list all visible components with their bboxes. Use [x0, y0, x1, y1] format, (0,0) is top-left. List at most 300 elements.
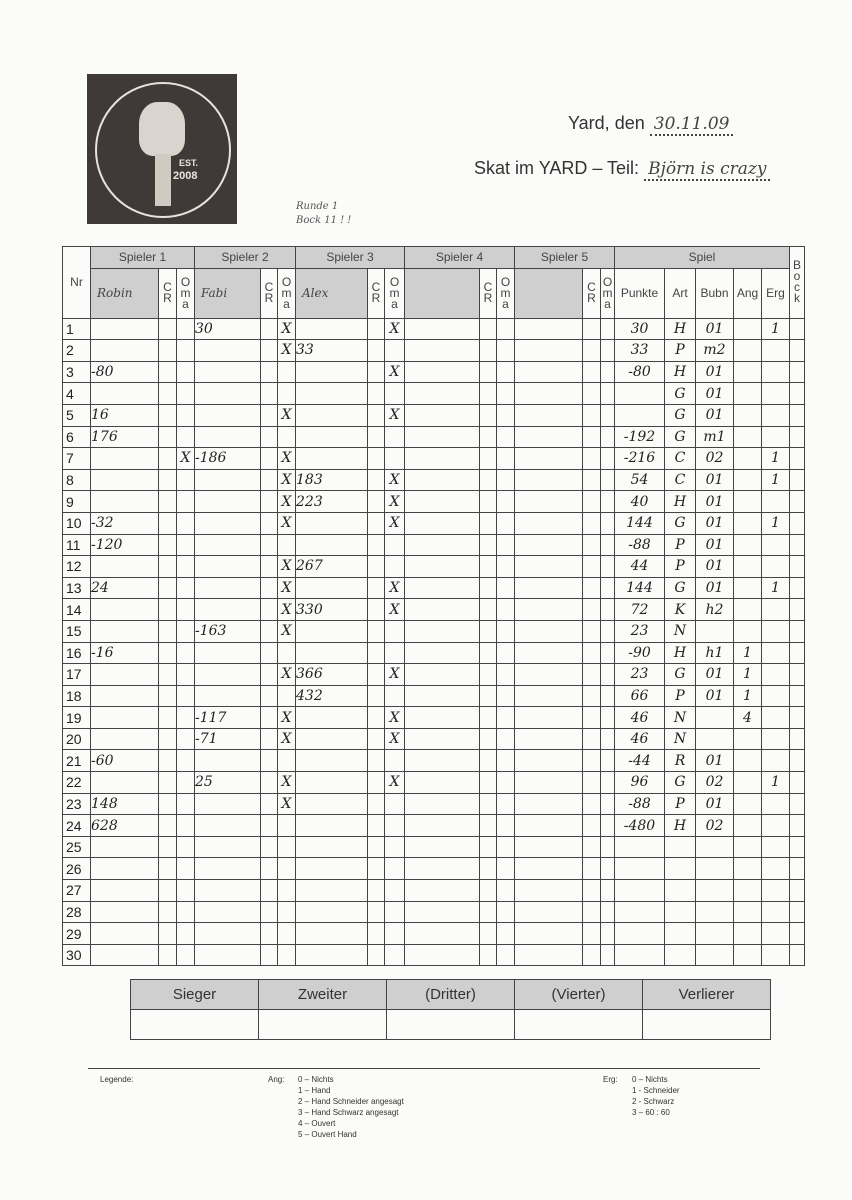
player5-oma[interactable]	[601, 707, 615, 729]
player1-oma[interactable]	[177, 577, 195, 599]
game-art[interactable]: G	[665, 772, 696, 794]
player1-oma[interactable]	[177, 750, 195, 772]
player2-score[interactable]	[195, 512, 261, 534]
player1-cr[interactable]	[159, 383, 177, 405]
player4-score[interactable]	[405, 577, 480, 599]
player3-score[interactable]	[296, 836, 368, 858]
player2-cr[interactable]	[261, 383, 278, 405]
player5-score[interactable]	[515, 707, 583, 729]
player2-score[interactable]	[195, 793, 261, 815]
bock-cell[interactable]	[790, 534, 805, 556]
player2-score[interactable]: -117	[195, 707, 261, 729]
player3-cr[interactable]	[368, 448, 385, 470]
player3-oma[interactable]	[385, 556, 405, 578]
game-ang[interactable]	[734, 469, 762, 491]
player5-oma[interactable]	[601, 793, 615, 815]
player1-oma[interactable]	[177, 923, 195, 945]
bock-cell[interactable]	[790, 728, 805, 750]
player2-cr[interactable]	[261, 901, 278, 923]
player4-cr[interactable]	[480, 793, 497, 815]
player4-oma[interactable]	[497, 858, 515, 880]
player1-oma[interactable]	[177, 815, 195, 837]
game-pts[interactable]	[615, 383, 665, 405]
player2-score[interactable]	[195, 642, 261, 664]
player2-score[interactable]	[195, 599, 261, 621]
player3-oma[interactable]	[385, 880, 405, 902]
player5-score[interactable]	[515, 340, 583, 362]
player5-oma[interactable]	[601, 577, 615, 599]
player3-oma[interactable]	[385, 815, 405, 837]
player3-cr[interactable]	[368, 512, 385, 534]
player5-score[interactable]	[515, 318, 583, 340]
player4-cr[interactable]	[480, 880, 497, 902]
player5-cr[interactable]	[583, 858, 601, 880]
player3-score[interactable]	[296, 901, 368, 923]
player5-cr[interactable]	[583, 383, 601, 405]
player3-oma[interactable]: X	[385, 772, 405, 794]
player4-score[interactable]	[405, 901, 480, 923]
player1-cr[interactable]	[159, 901, 177, 923]
game-art[interactable]: N	[665, 728, 696, 750]
player1-score[interactable]: -16	[91, 642, 159, 664]
player2-oma[interactable]	[278, 836, 296, 858]
bock-cell[interactable]	[790, 707, 805, 729]
player3-cr[interactable]	[368, 685, 385, 707]
bock-cell[interactable]	[790, 577, 805, 599]
player5-cr[interactable]	[583, 772, 601, 794]
player2-score[interactable]	[195, 577, 261, 599]
player5-cr[interactable]	[583, 685, 601, 707]
game-erg[interactable]: 1	[762, 448, 790, 470]
game-art[interactable]: G	[665, 404, 696, 426]
player3-oma[interactable]	[385, 448, 405, 470]
player5-cr[interactable]	[583, 556, 601, 578]
player3-score[interactable]	[296, 707, 368, 729]
player4-cr[interactable]	[480, 923, 497, 945]
player4-score[interactable]	[405, 815, 480, 837]
player3-score[interactable]: 267	[296, 556, 368, 578]
player5-score[interactable]	[515, 750, 583, 772]
player1-score[interactable]	[91, 858, 159, 880]
player3-cr[interactable]	[368, 426, 385, 448]
player1-cr[interactable]	[159, 642, 177, 664]
bock-cell[interactable]	[790, 858, 805, 880]
player3-oma[interactable]: X	[385, 664, 405, 686]
game-bubn[interactable]	[696, 901, 734, 923]
player1-oma[interactable]: X	[177, 448, 195, 470]
player5-oma[interactable]	[601, 664, 615, 686]
player3-oma[interactable]: X	[385, 469, 405, 491]
game-ang[interactable]	[734, 340, 762, 362]
bock-cell[interactable]	[790, 448, 805, 470]
player3-oma[interactable]: X	[385, 707, 405, 729]
player4-oma[interactable]	[497, 642, 515, 664]
player3-oma[interactable]	[385, 340, 405, 362]
player1-oma[interactable]	[177, 620, 195, 642]
rank-fourth-value[interactable]	[515, 1010, 643, 1040]
player5-score[interactable]	[515, 685, 583, 707]
player2-oma[interactable]: X	[278, 620, 296, 642]
game-bubn[interactable]	[696, 944, 734, 966]
player2-cr[interactable]	[261, 728, 278, 750]
player3-oma[interactable]: X	[385, 599, 405, 621]
game-art[interactable]: G	[665, 426, 696, 448]
player5-score[interactable]	[515, 901, 583, 923]
player5-score[interactable]	[515, 836, 583, 858]
player5-cr[interactable]	[583, 728, 601, 750]
game-erg[interactable]	[762, 620, 790, 642]
player5-cr[interactable]	[583, 599, 601, 621]
player5-oma[interactable]	[601, 599, 615, 621]
player5-score[interactable]	[515, 404, 583, 426]
game-pts[interactable]: -44	[615, 750, 665, 772]
player2-cr[interactable]	[261, 556, 278, 578]
player5-cr[interactable]	[583, 512, 601, 534]
game-pts[interactable]	[615, 944, 665, 966]
player3-oma[interactable]	[385, 750, 405, 772]
player4-oma[interactable]	[497, 772, 515, 794]
game-ang[interactable]	[734, 944, 762, 966]
player4-cr[interactable]	[480, 772, 497, 794]
player2-cr[interactable]	[261, 793, 278, 815]
player3-oma[interactable]: X	[385, 318, 405, 340]
player2-score[interactable]	[195, 836, 261, 858]
player1-cr[interactable]	[159, 793, 177, 815]
player5-oma[interactable]	[601, 685, 615, 707]
bock-cell[interactable]	[790, 599, 805, 621]
player1-cr[interactable]	[159, 664, 177, 686]
player4-cr[interactable]	[480, 815, 497, 837]
player4-score[interactable]	[405, 491, 480, 513]
game-erg[interactable]	[762, 728, 790, 750]
player2-score[interactable]	[195, 534, 261, 556]
player4-oma[interactable]	[497, 620, 515, 642]
player3-score[interactable]: 33	[296, 340, 368, 362]
player5-oma[interactable]	[601, 944, 615, 966]
game-ang[interactable]	[734, 577, 762, 599]
player4-score[interactable]	[405, 534, 480, 556]
player4-cr[interactable]	[480, 664, 497, 686]
player2-score[interactable]	[195, 491, 261, 513]
game-bubn[interactable]	[696, 858, 734, 880]
player1-cr[interactable]	[159, 772, 177, 794]
rank-winner-value[interactable]	[131, 1010, 259, 1040]
player1-score[interactable]	[91, 707, 159, 729]
player1-oma[interactable]	[177, 383, 195, 405]
game-ang[interactable]	[734, 448, 762, 470]
player5-cr[interactable]	[583, 836, 601, 858]
player4-cr[interactable]	[480, 448, 497, 470]
player4-cr[interactable]	[480, 750, 497, 772]
player1-oma[interactable]	[177, 469, 195, 491]
player2-cr[interactable]	[261, 944, 278, 966]
game-erg[interactable]	[762, 685, 790, 707]
game-erg[interactable]	[762, 426, 790, 448]
player2-oma[interactable]	[278, 383, 296, 405]
player5-oma[interactable]	[601, 404, 615, 426]
rank-second-value[interactable]	[259, 1010, 387, 1040]
game-bubn[interactable]: 01	[696, 318, 734, 340]
bock-cell[interactable]	[790, 469, 805, 491]
player4-oma[interactable]	[497, 448, 515, 470]
player3-cr[interactable]	[368, 361, 385, 383]
game-pts[interactable]: 23	[615, 620, 665, 642]
game-pts[interactable]: 96	[615, 772, 665, 794]
bock-cell[interactable]	[790, 361, 805, 383]
game-bubn[interactable]: 01	[696, 577, 734, 599]
player3-score[interactable]	[296, 361, 368, 383]
player3-cr[interactable]	[368, 642, 385, 664]
game-erg[interactable]	[762, 534, 790, 556]
game-erg[interactable]	[762, 901, 790, 923]
player4-oma[interactable]	[497, 361, 515, 383]
player2-score[interactable]	[195, 361, 261, 383]
player2-score[interactable]	[195, 750, 261, 772]
player3-score[interactable]	[296, 318, 368, 340]
game-bubn[interactable]: 01	[696, 534, 734, 556]
player1-cr[interactable]	[159, 923, 177, 945]
game-art[interactable]: G	[665, 512, 696, 534]
player1-cr[interactable]	[159, 944, 177, 966]
player2-oma[interactable]: X	[278, 577, 296, 599]
player2-score[interactable]	[195, 880, 261, 902]
game-art[interactable]: N	[665, 620, 696, 642]
player5-oma[interactable]	[601, 858, 615, 880]
player1-score[interactable]: 176	[91, 426, 159, 448]
player4-oma[interactable]	[497, 599, 515, 621]
game-pts[interactable]	[615, 880, 665, 902]
player2-score[interactable]	[195, 426, 261, 448]
game-pts[interactable]	[615, 923, 665, 945]
game-bubn[interactable]: h1	[696, 642, 734, 664]
player2-oma[interactable]: X	[278, 772, 296, 794]
player5-score[interactable]	[515, 599, 583, 621]
player2-oma[interactable]: X	[278, 664, 296, 686]
player4-oma[interactable]	[497, 685, 515, 707]
player5-cr[interactable]	[583, 642, 601, 664]
player3-oma[interactable]: X	[385, 491, 405, 513]
player1-score[interactable]: -32	[91, 512, 159, 534]
game-erg[interactable]	[762, 361, 790, 383]
player4-oma[interactable]	[497, 340, 515, 362]
game-art[interactable]: K	[665, 599, 696, 621]
player1-cr[interactable]	[159, 685, 177, 707]
player4-cr[interactable]	[480, 340, 497, 362]
player2-score[interactable]	[195, 923, 261, 945]
player1-score[interactable]	[91, 901, 159, 923]
player2-cr[interactable]	[261, 512, 278, 534]
player2-cr[interactable]	[261, 448, 278, 470]
bock-cell[interactable]	[790, 620, 805, 642]
player1-cr[interactable]	[159, 707, 177, 729]
player3-score[interactable]: 223	[296, 491, 368, 513]
game-pts[interactable]	[615, 901, 665, 923]
bock-cell[interactable]	[790, 512, 805, 534]
game-ang[interactable]	[734, 901, 762, 923]
player2-score[interactable]	[195, 901, 261, 923]
player2-score[interactable]	[195, 404, 261, 426]
player4-cr[interactable]	[480, 469, 497, 491]
game-pts[interactable]: -80	[615, 361, 665, 383]
player5-oma[interactable]	[601, 383, 615, 405]
player3-score[interactable]: 432	[296, 685, 368, 707]
game-pts[interactable]: 144	[615, 577, 665, 599]
player1-cr[interactable]	[159, 361, 177, 383]
bock-cell[interactable]	[790, 880, 805, 902]
player5-oma[interactable]	[601, 361, 615, 383]
player5-score[interactable]	[515, 880, 583, 902]
game-bubn[interactable]	[696, 707, 734, 729]
player1-score[interactable]: 628	[91, 815, 159, 837]
player5-oma[interactable]	[601, 491, 615, 513]
player2-oma[interactable]	[278, 642, 296, 664]
player1-oma[interactable]	[177, 772, 195, 794]
game-art[interactable]	[665, 858, 696, 880]
player2-score[interactable]	[195, 685, 261, 707]
game-ang[interactable]	[734, 815, 762, 837]
player5-score[interactable]	[515, 815, 583, 837]
game-art[interactable]: P	[665, 556, 696, 578]
player5-oma[interactable]	[601, 642, 615, 664]
player5-score[interactable]	[515, 448, 583, 470]
player1-cr[interactable]	[159, 318, 177, 340]
player1-oma[interactable]	[177, 728, 195, 750]
game-ang[interactable]	[734, 620, 762, 642]
player4-score[interactable]	[405, 469, 480, 491]
game-art[interactable]: H	[665, 318, 696, 340]
player5-score[interactable]	[515, 556, 583, 578]
player4-cr[interactable]	[480, 318, 497, 340]
player3-score[interactable]	[296, 858, 368, 880]
player1-oma[interactable]	[177, 793, 195, 815]
game-ang[interactable]	[734, 491, 762, 513]
bock-cell[interactable]	[790, 404, 805, 426]
player3-score[interactable]: 183	[296, 469, 368, 491]
game-pts[interactable]: -88	[615, 534, 665, 556]
player3-score[interactable]	[296, 728, 368, 750]
player3-oma[interactable]: X	[385, 512, 405, 534]
player5-score[interactable]	[515, 361, 583, 383]
player2-cr[interactable]	[261, 577, 278, 599]
player1-score[interactable]	[91, 448, 159, 470]
game-art[interactable]: G	[665, 577, 696, 599]
player1-cr[interactable]	[159, 750, 177, 772]
player5-cr[interactable]	[583, 340, 601, 362]
player4-oma[interactable]	[497, 426, 515, 448]
player5-oma[interactable]	[601, 772, 615, 794]
player1-cr[interactable]	[159, 620, 177, 642]
player4-score[interactable]	[405, 923, 480, 945]
player4-cr[interactable]	[480, 620, 497, 642]
player3-score[interactable]: 366	[296, 664, 368, 686]
player4-score[interactable]	[405, 340, 480, 362]
player1-oma[interactable]	[177, 944, 195, 966]
game-art[interactable]: H	[665, 642, 696, 664]
player1-cr[interactable]	[159, 448, 177, 470]
game-bubn[interactable]: m2	[696, 340, 734, 362]
bock-cell[interactable]	[790, 772, 805, 794]
player5-cr[interactable]	[583, 534, 601, 556]
game-art[interactable]: P	[665, 685, 696, 707]
rank-third-value[interactable]	[387, 1010, 515, 1040]
game-art[interactable]: C	[665, 448, 696, 470]
player2-cr[interactable]	[261, 534, 278, 556]
game-art[interactable]: P	[665, 340, 696, 362]
game-erg[interactable]	[762, 880, 790, 902]
player5-score[interactable]	[515, 469, 583, 491]
player1-score[interactable]	[91, 620, 159, 642]
player1-score[interactable]: -80	[91, 361, 159, 383]
player4-oma[interactable]	[497, 469, 515, 491]
game-pts[interactable]	[615, 404, 665, 426]
game-bubn[interactable]: 01	[696, 685, 734, 707]
player4-cr[interactable]	[480, 404, 497, 426]
game-bubn[interactable]: 01	[696, 404, 734, 426]
player1-cr[interactable]	[159, 512, 177, 534]
player4-score[interactable]	[405, 858, 480, 880]
player4-cr[interactable]	[480, 707, 497, 729]
game-pts[interactable]: 144	[615, 512, 665, 534]
game-ang[interactable]: 1	[734, 685, 762, 707]
player3-oma[interactable]	[385, 923, 405, 945]
player3-cr[interactable]	[368, 469, 385, 491]
player1-score[interactable]: 16	[91, 404, 159, 426]
player2-cr[interactable]	[261, 469, 278, 491]
player2-oma[interactable]	[278, 880, 296, 902]
game-bubn[interactable]: 02	[696, 448, 734, 470]
player4-cr[interactable]	[480, 642, 497, 664]
player4-oma[interactable]	[497, 901, 515, 923]
game-erg[interactable]	[762, 491, 790, 513]
player2-score[interactable]: 30	[195, 318, 261, 340]
game-erg[interactable]: 1	[762, 512, 790, 534]
player4-oma[interactable]	[497, 491, 515, 513]
bock-cell[interactable]	[790, 836, 805, 858]
player5-cr[interactable]	[583, 318, 601, 340]
game-erg[interactable]	[762, 793, 790, 815]
player4-score[interactable]	[405, 944, 480, 966]
game-ang[interactable]	[734, 793, 762, 815]
player1-oma[interactable]	[177, 491, 195, 513]
player2-score[interactable]	[195, 383, 261, 405]
player3-oma[interactable]: X	[385, 577, 405, 599]
player3-cr[interactable]	[368, 923, 385, 945]
game-bubn[interactable]	[696, 836, 734, 858]
player4-score[interactable]	[405, 620, 480, 642]
player1-score[interactable]	[91, 599, 159, 621]
player3-score[interactable]	[296, 448, 368, 470]
player4-cr[interactable]	[480, 944, 497, 966]
player5-cr[interactable]	[583, 469, 601, 491]
player4-score[interactable]	[405, 772, 480, 794]
player1-oma[interactable]	[177, 556, 195, 578]
player1-score[interactable]: -60	[91, 750, 159, 772]
player3-cr[interactable]	[368, 404, 385, 426]
game-art[interactable]: G	[665, 664, 696, 686]
game-art[interactable]: R	[665, 750, 696, 772]
player3-cr[interactable]	[368, 340, 385, 362]
player1-score[interactable]	[91, 880, 159, 902]
player1-score[interactable]	[91, 685, 159, 707]
player5-oma[interactable]	[601, 836, 615, 858]
player2-oma[interactable]: X	[278, 404, 296, 426]
player2-oma[interactable]	[278, 923, 296, 945]
player1-oma[interactable]	[177, 901, 195, 923]
player5-score[interactable]	[515, 491, 583, 513]
player1-oma[interactable]	[177, 361, 195, 383]
game-erg[interactable]	[762, 664, 790, 686]
player1-score[interactable]	[91, 728, 159, 750]
